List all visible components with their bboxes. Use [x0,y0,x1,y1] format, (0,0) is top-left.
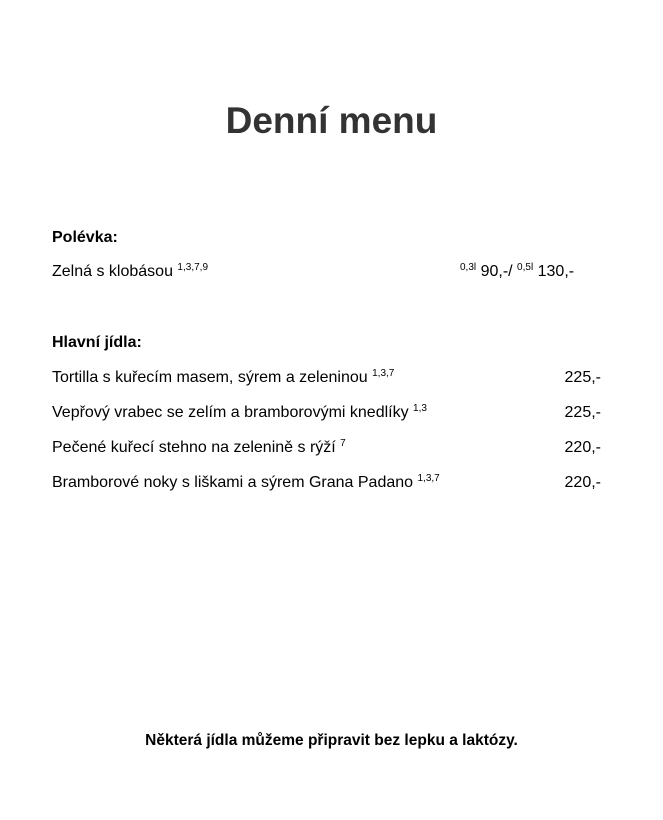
main-item [52,438,346,458]
page-title: Denní menu [225,100,438,141]
main-item-allergens: 1,3,7 [417,473,440,484]
main-item [52,368,394,388]
main-item-price: 220,- [564,474,601,491]
main-item-name: Vepřový vrabec se zelím a bramborovými knedlíky [52,404,409,421]
main-item-name: Bramborové noky s liškami a sýrem Grana Padano [52,474,414,491]
soup-size-small: 0,3l [460,262,477,273]
main-item-allergens: 1,3,7 [372,368,395,379]
main-item-allergens: 7 [340,438,346,449]
main-item-allergens: 1,3 [413,403,427,414]
main-item [52,473,440,493]
soup-item-name: Zelná s klobásou [52,263,173,280]
soup-price-small: 90,-/ [480,263,513,280]
main-item-price: 225,- [564,404,601,421]
main-item-price: 220,- [564,439,601,456]
main-item-price: 225,- [564,369,601,386]
soup-item-allergens: 1,3,7,9 [177,262,209,273]
footer-note: Některá jídla můžeme připravit bez lepku a laktózy. [145,732,518,749]
soup-size-large: 0,5l [517,262,534,273]
main-item-name: Pečené kuřecí stehno na zelenině s rýží [52,439,336,456]
soup-heading: Polévka: [52,229,118,246]
soup-item [52,262,208,282]
mains-heading: Hlavní jídla: [52,334,142,351]
soup-item-price [460,262,574,282]
soup-price-large: 130,- [537,263,575,280]
main-item-name: Tortilla s kuřecím masem, sýrem a zeleninou [52,369,368,386]
main-item [52,403,427,423]
